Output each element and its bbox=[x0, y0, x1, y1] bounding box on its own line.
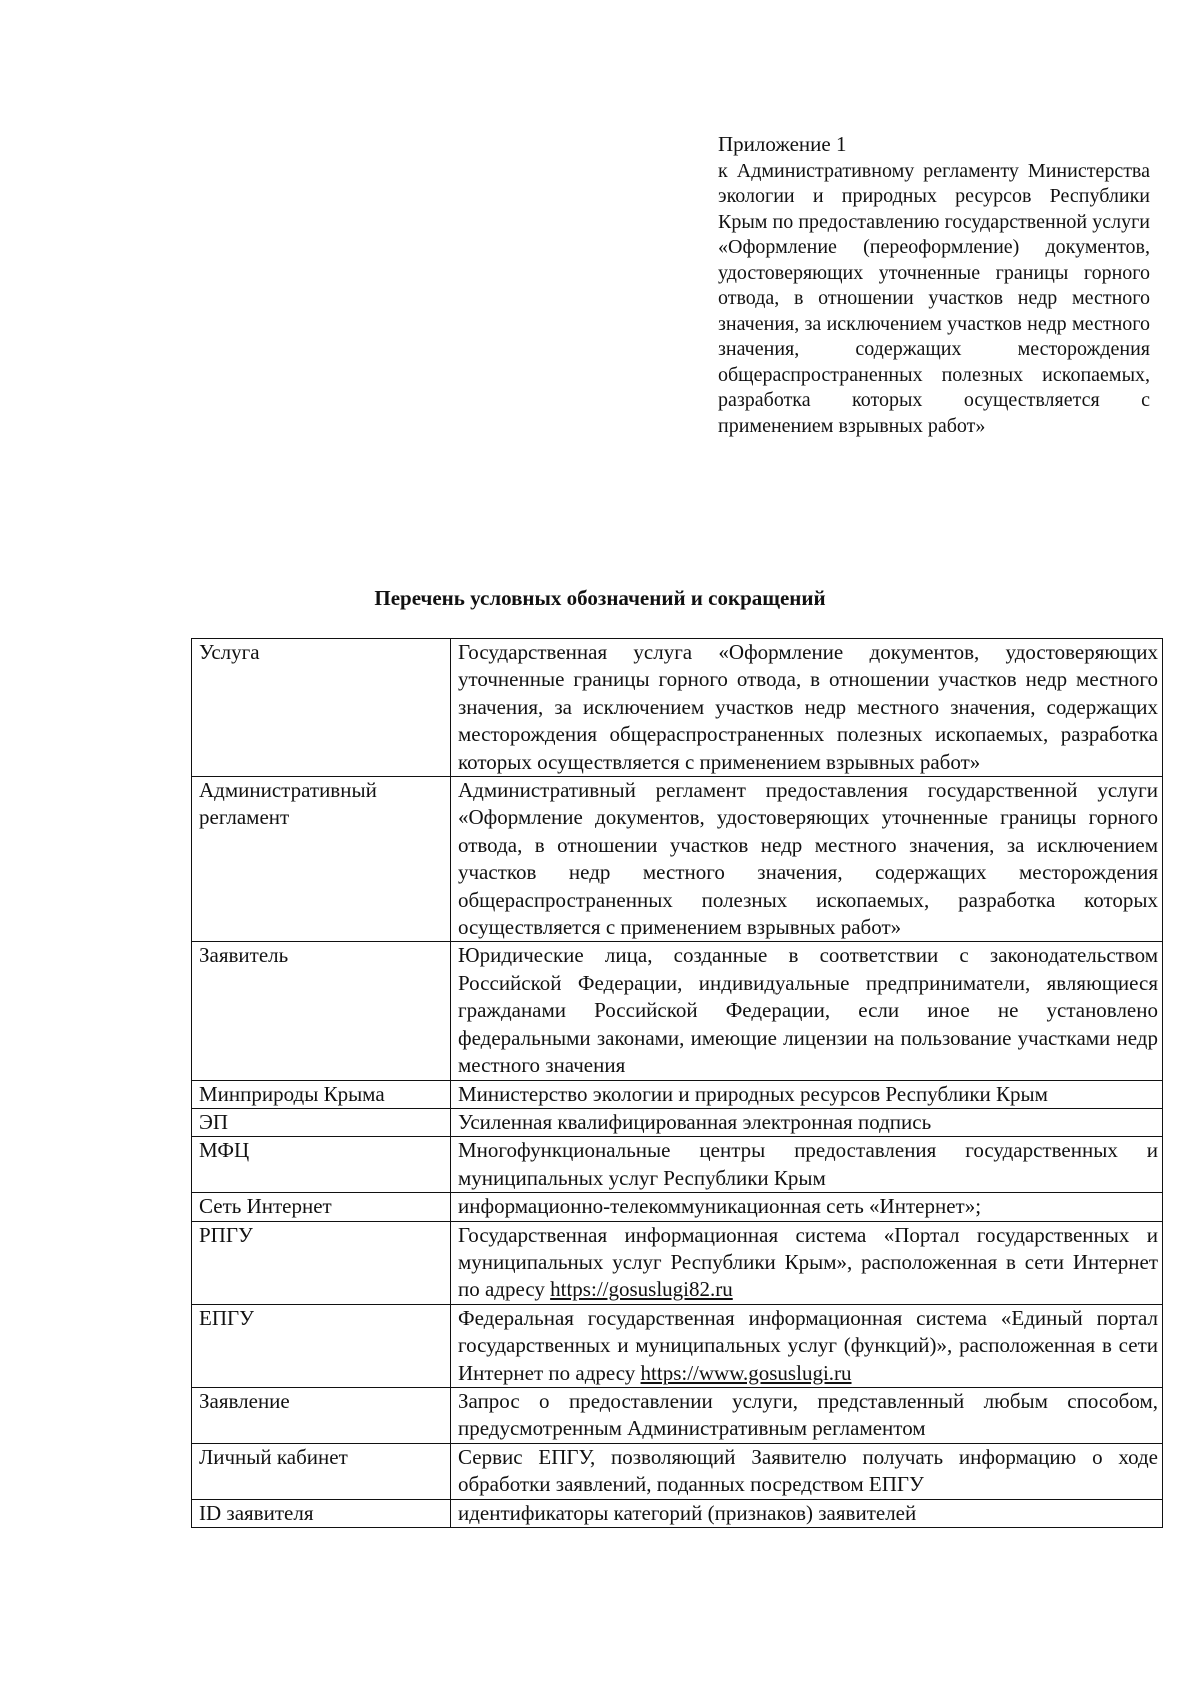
abbreviations-table bbox=[191, 638, 1163, 1528]
term-cell: ЭП bbox=[192, 1108, 451, 1136]
term-cell: ID заявителя bbox=[192, 1499, 451, 1527]
definition-cell: Запрос о предоставлении услуги, представленный любым способом, предусмотренным Административным регламентом bbox=[451, 1387, 1163, 1443]
definition-cell: Многофункциональные центры предоставления государственных и муниципальных услуг Республики Крым bbox=[451, 1137, 1163, 1193]
appendix-note bbox=[718, 132, 1150, 439]
table-row bbox=[192, 942, 1163, 1080]
table-row bbox=[192, 1080, 1163, 1108]
definition-cell: Усиленная квалифицированная электронная подпись bbox=[451, 1108, 1163, 1136]
definition-cell bbox=[451, 1221, 1163, 1304]
rpgu-link[interactable]: https://gosuslugi82.ru bbox=[550, 1277, 733, 1302]
term-cell: Административный регламент bbox=[192, 777, 451, 942]
table-row bbox=[192, 1137, 1163, 1193]
term-cell: Личный кабинет bbox=[192, 1443, 451, 1499]
epgu-link[interactable]: https://www.gosuslugi.ru bbox=[640, 1360, 852, 1385]
table-row bbox=[192, 1387, 1163, 1443]
table-row bbox=[192, 1221, 1163, 1304]
table-row bbox=[192, 1304, 1163, 1387]
appendix-title: Приложение 1 bbox=[718, 132, 847, 156]
definition-text: Федеральная государственная информационная система «Единый портал государственных и муниципальных услуг (функций)», расположенная в сети Интернет по адресу bbox=[458, 1305, 1158, 1385]
appendix-text: к Административному регламенту Министерства экологии и природных ресурсов Республики Крым по предоставлению государственной услуги «Оформление (переоформление) документов, удостоверяющих уточненные границы горного отвода, в отношении участков недр местного значения, за исключением участков недр местного значения, содержащих месторождения общераспространенных полезных ископаемых, разработка которых осуществляется с применением взрывных работ» bbox=[718, 159, 1150, 437]
definition-cell: Сервис ЕПГУ, позволяющий Заявителю получать информацию о ходе обработки заявлений, поданных посредством ЕПГУ bbox=[451, 1443, 1163, 1499]
term-cell: Сеть Интернет bbox=[192, 1193, 451, 1221]
table-row bbox=[192, 1193, 1163, 1221]
definition-cell: Административный регламент предоставления государственной услуги «Оформление документов, удостоверяющих уточненные границы горного отвода, в отношении участков недр местного значения, за исключением участков недр местного значения, содержащих месторождения общераспространенных полезных ископаемых, разработка которых осуществляется с применением взрывных работ» bbox=[451, 777, 1163, 942]
table-row bbox=[192, 1443, 1163, 1499]
table-row bbox=[192, 1499, 1163, 1527]
definition-cell: идентификаторы категорий (признаков) заявителей bbox=[451, 1499, 1163, 1527]
term-cell: Заявитель bbox=[192, 942, 451, 1080]
table-row bbox=[192, 639, 1163, 777]
term-cell: МФЦ bbox=[192, 1137, 451, 1193]
term-cell: Заявление bbox=[192, 1387, 451, 1443]
definition-cell bbox=[451, 1304, 1163, 1387]
table-row bbox=[192, 777, 1163, 942]
term-cell: ЕПГУ bbox=[192, 1304, 451, 1387]
term-cell: Минприроды Крыма bbox=[192, 1080, 451, 1108]
document-heading: Перечень условных обозначений и сокращений bbox=[374, 586, 826, 610]
term-cell: РПГУ bbox=[192, 1221, 451, 1304]
definition-cell: информационно-телекоммуникационная сеть «Интернет»; bbox=[451, 1193, 1163, 1221]
definition-text: Государственная информационная система «Портал государственных и муниципальных услуг Республики Крым», расположенная в сети Интернет по адресу bbox=[458, 1222, 1158, 1302]
table-row bbox=[192, 1108, 1163, 1136]
definition-cell: Государственная услуга «Оформление документов, удостоверяющих уточненные границы горного отвода, в отношении участков недр местного значения, за исключением участков недр местного значения, содержащих месторождения общераспространенных полезных ископаемых, разработка которых осуществляется с применением взрывных работ» bbox=[451, 639, 1163, 777]
definition-cell: Юридические лица, созданные в соответствии с законодательством Российской Федерации, индивидуальные предприниматели, являющиеся гражданами Российской Федерации, если иное не установлено федеральными законами, имеющие лицензии на пользование участками недр местного значения bbox=[451, 942, 1163, 1080]
term-cell: Услуга bbox=[192, 639, 451, 777]
definition-cell: Министерство экологии и природных ресурсов Республики Крым bbox=[451, 1080, 1163, 1108]
